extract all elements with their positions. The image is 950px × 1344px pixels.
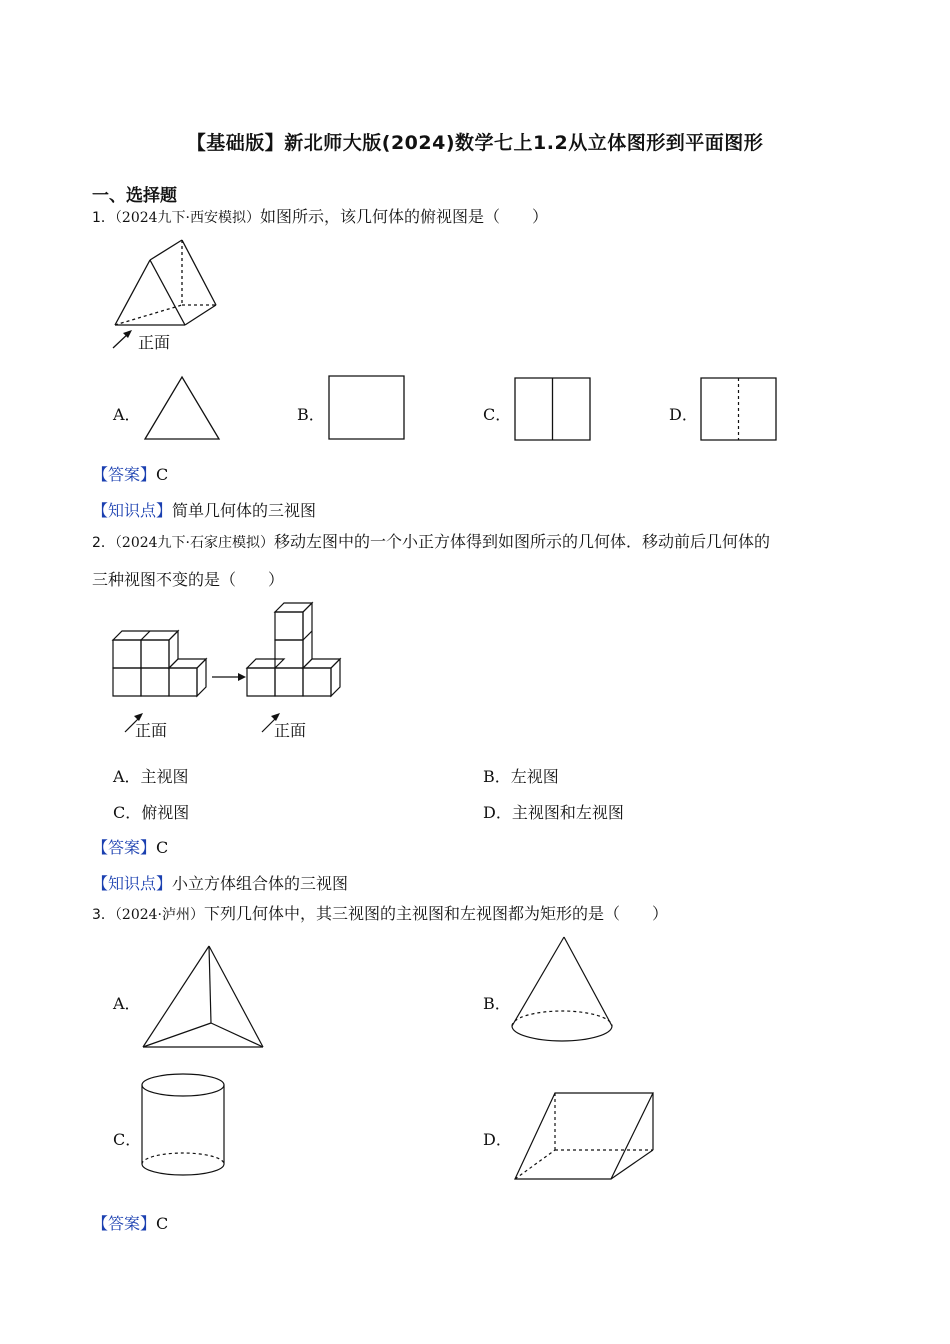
- answer-label: 【答案】: [92, 838, 157, 857]
- question-2-text-line2: 三种视图不变的是（ ）: [92, 570, 285, 589]
- q3-option-d-oblique-prism: [510, 1088, 660, 1184]
- question-1-text: 如图所示，该几何体的俯视图是（ ）: [260, 207, 549, 226]
- q1-answer: [92, 462, 168, 485]
- question-3-source: （2024·泸州）: [114, 907, 205, 923]
- question-1: [92, 207, 548, 228]
- q3-option-a[interactable]: A．: [113, 994, 141, 1013]
- q2-front-label-left: 正面: [135, 721, 168, 740]
- q1-front-label: 正面: [138, 333, 171, 352]
- answer-label: 【答案】: [92, 1214, 157, 1233]
- question-2-text-line1: 移动左图中的一个小正方体得到如图所示的几何体．移动前后几何体的: [274, 532, 771, 551]
- q3-option-b[interactable]: B．: [483, 994, 511, 1013]
- q1-option-d-dashed-rectangle: [699, 376, 779, 444]
- answer-label: 【答案】: [92, 465, 157, 484]
- q3-answer: [92, 1211, 168, 1234]
- question-1-source: （2024九下·西安模拟）: [114, 210, 261, 226]
- q1-option-a[interactable]: A．: [113, 405, 141, 424]
- q2-knowledge-value: 小立方体组合体的三视图: [172, 874, 349, 893]
- question-3: [92, 904, 668, 925]
- q3-option-b-cone: [508, 934, 618, 1052]
- knowledge-label: 【知识点】: [92, 501, 173, 520]
- q2-answer: [92, 835, 168, 858]
- q2-option-d[interactable]: D．主视图和左视图: [483, 803, 624, 822]
- q1-option-c[interactable]: C．: [483, 405, 512, 424]
- q3-answer-value: C: [156, 1214, 169, 1233]
- q1-option-b-rectangle: [327, 374, 407, 442]
- q2-option-a[interactable]: A．主视图: [113, 767, 189, 786]
- q1-knowledge: [92, 498, 316, 521]
- q1-knowledge-value: 简单几何体的三视图: [172, 501, 317, 520]
- q1-option-d[interactable]: D．: [669, 405, 698, 424]
- q3-option-a-pyramid: [138, 943, 268, 1053]
- q3-option-c[interactable]: C．: [113, 1130, 142, 1149]
- question-2-source: （2024九下·石家庄模拟）: [114, 535, 275, 551]
- q2-answer-value: C: [156, 838, 169, 857]
- section-heading: 一、选择题: [92, 186, 177, 206]
- question-3-text: 下列几何体中，其三视图的主视图和左视图都为矩形的是（ ）: [204, 904, 669, 923]
- q1-option-c-split-rectangle: [513, 376, 593, 444]
- question-2: [92, 532, 770, 553]
- q3-option-c-cylinder: [138, 1070, 230, 1182]
- q3-option-d[interactable]: D．: [483, 1130, 512, 1149]
- q2-option-b[interactable]: B．左视图: [483, 767, 559, 786]
- page-title: 【基础版】新北师大版(2024)数学七上1.2从立体图形到平面图形: [186, 132, 764, 154]
- q2-front-label-right: 正面: [274, 721, 307, 740]
- q1-option-a-triangle: [142, 375, 222, 443]
- question-1-number: 1．: [92, 210, 115, 226]
- question-2-number: 2．: [92, 535, 115, 551]
- q2-option-c[interactable]: C．俯视图: [113, 803, 190, 822]
- knowledge-label: 【知识点】: [92, 874, 173, 893]
- q1-option-b[interactable]: B．: [297, 405, 325, 424]
- q2-knowledge: [92, 871, 348, 894]
- q1-answer-value: C: [156, 465, 169, 484]
- question-3-number: 3．: [92, 907, 115, 923]
